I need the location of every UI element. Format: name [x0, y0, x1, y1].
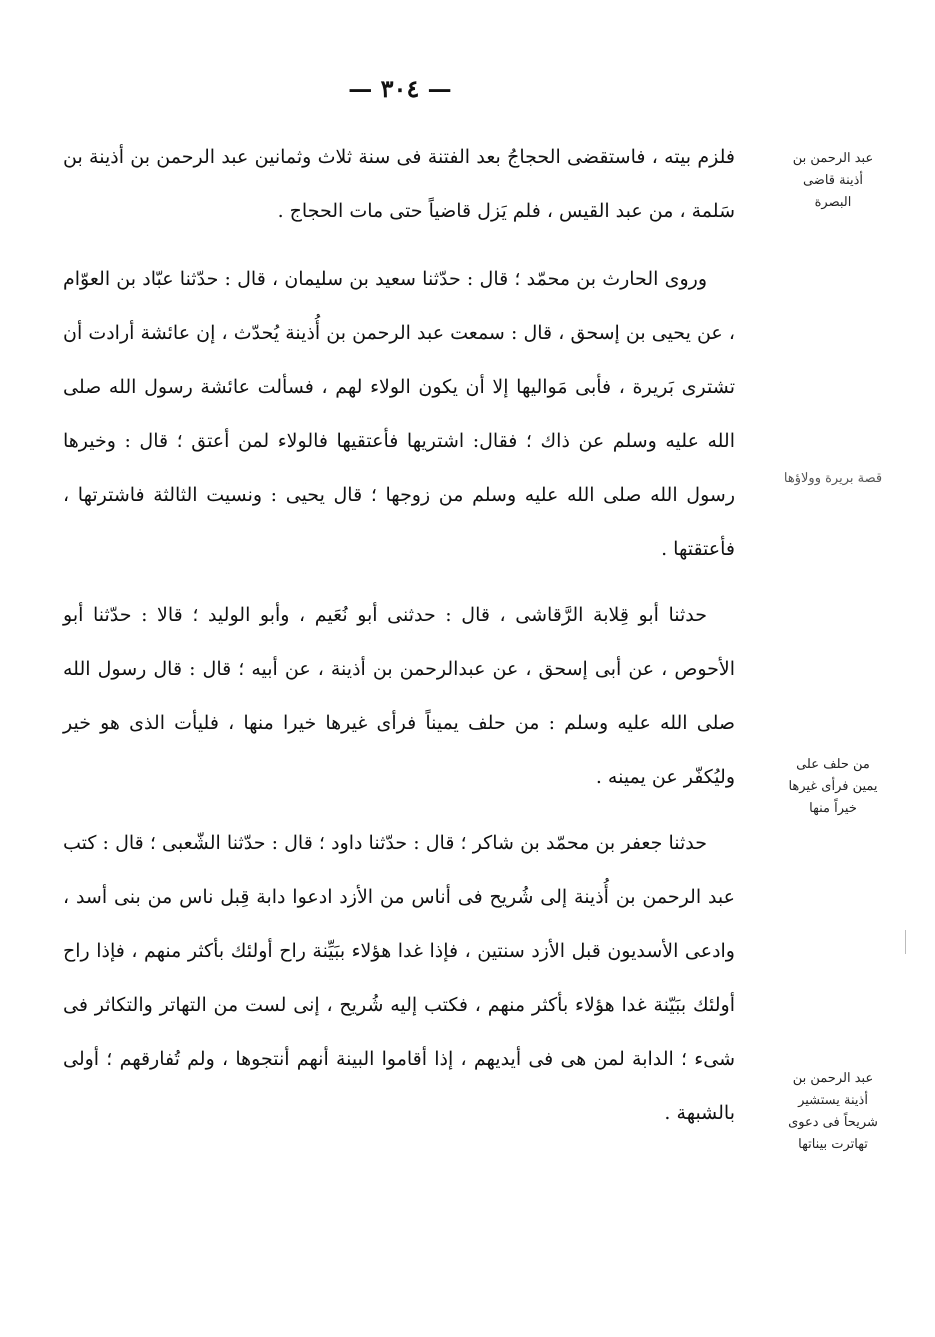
paragraph: فلزم بيته ، فاستقضى الحجاجُ بعد الفتنة فى سنة ثلاث وثمانين عبد الرحمن بن أذينة بن سَلمة ، من عبد القيس ، فلم يَزل قاضياً حتى مات الحجاج . — [63, 146, 735, 222]
margin-note: من حلف على يمين فرأى غيرها خيراً منها — [788, 757, 878, 816]
margin-note: قصة بريرة وولاؤها — [783, 471, 883, 486]
paragraph: حدثنا أبو قِلابة الرَّقاشى ، قال : حدثنى أبو نُعَيم ، وأبو الوليد ؛ قالا : حدّثنا أبو الأحوص ، عن أبى إسحق ، عن عبدالرحمن بن أذينة ، عن أبيه ؛ قال : قال رسول الله صلى الله عليه وسلم : من حلف يميناً فرأى غيرها خيرا منها ، فليأت الذى هو خير وليُكفّر عن يمينه . — [63, 604, 735, 788]
margin-note: عبد الرحمن بن أذينة قاضى البصرة — [792, 151, 874, 210]
scan-mark — [905, 930, 906, 954]
page-number: — ٣٠٤ — — [348, 74, 452, 103]
paragraph: وروى الحارث بن محمّد ؛ قال : حدّثنا سعيد بن سليمان ، قال : حدّثنا عبّاد بن العوّام ، عن يحيى بن إسحق ، قال : سمعت عبد الرحمن بن أُذينة يُحدّث ، إن عائشة أرادت أن تشترى بَريرة ، فأبى مَواليها إلا أن يكون الولاء لهم ، فسألت عائشة رسول الله صلى الله عليه وسلم عن ذاك ؛ فقال: اشتريها فأعتقيها فالولاء لمن أعتق ؛ قال : وخيرها رسول الله صلى الله عليه وسلم من زوجها ؛ قال يحيى : ونسيت الثالثة فاشترتها ، فأعتقتها . — [63, 268, 735, 560]
paragraph: حدثنا جعفر بن محمّد بن شاكر ؛ قال : حدّثنا داود ؛ قال : حدّثنا الشّعبى ؛ قال : كتب عبد الرحمن بن أُذينة إلى شُريح فى أناس من الأزد ادعوا دابة قِبل ناس من بنى أسد ، وادعى الأسديون قبل الأزد سنتين ، فإذا غدا هؤلاء ببَيِّنة راح أولئك بأكثر منهم ، فإذا راح أولئك ببَيّنة غدا هؤلاء بأكثر منهم ، فكتب إليه شُريح ، إنى لست من التهاتر والتكاثر فى شىء ؛ الدابة لمن هى فى أيديهم ، إذا أقاموا البينة أنهم أنتجوها ، ولم تُفارقهم ؛ أولى بالشبهة . — [63, 832, 735, 1124]
margin-note: عبد الرحمن بن أذينة يستشير شريحاً فى دعوى تهاترت بيناتها — [788, 1071, 878, 1152]
main-text — [63, 130, 735, 1152]
